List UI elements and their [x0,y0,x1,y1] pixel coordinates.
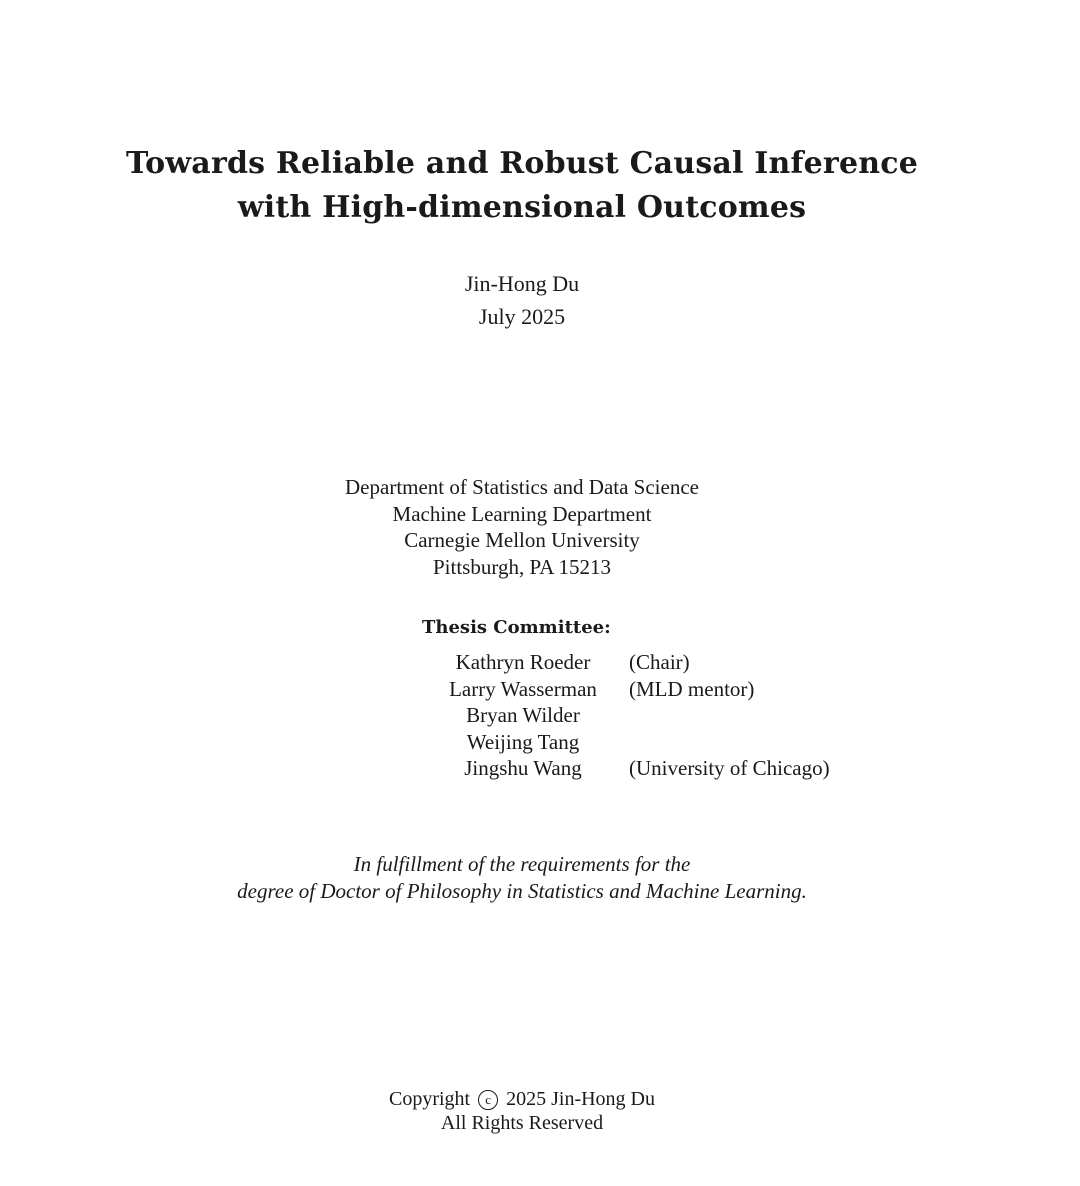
committee-heading: Thesis Committee: [422,617,611,638]
committee-member-name: Weijing Tang [466,730,580,754]
thesis-date: July 2025 [478,304,566,329]
copyright-prefix: Copyright [388,1088,471,1110]
copyright-line [0,1088,1044,1111]
committee-member-name: Kathryn Roeder [455,650,591,674]
copyright-symbol-icon: c [478,1090,498,1110]
department2-line: Machine Learning Department [392,502,652,526]
committee-member-role: (Chair) [629,650,690,674]
title-line-1: Towards Reliable and Robust Causal Inference [125,146,918,181]
committee-member-role: (MLD mentor) [629,677,755,701]
committee-member-name: Larry Wasserman [449,677,597,701]
author-name: Jin-Hong Du [464,271,580,296]
committee-member-role: (University of Chicago) [629,756,830,780]
department-line: Department of Statistics and Data Science [345,475,699,499]
university-line: Carnegie Mellon University [404,528,640,552]
fulfillment-line-2: degree of Doctor of Philosophy in Statistics and Machine Learning. [237,879,807,903]
copyright-holder: 2025 Jin-Hong Du [506,1088,655,1110]
committee-member-name: Jingshu Wang [464,756,582,780]
committee-member-name: Bryan Wilder [466,703,580,727]
rights-reserved: All Rights Reserved [440,1112,604,1134]
fulfillment-line-1: In fulfillment of the requirements for the [353,852,691,876]
address-line: Pittsburgh, PA 15213 [433,555,611,579]
title-line-2: with High-dimensional Outcomes [237,190,807,225]
